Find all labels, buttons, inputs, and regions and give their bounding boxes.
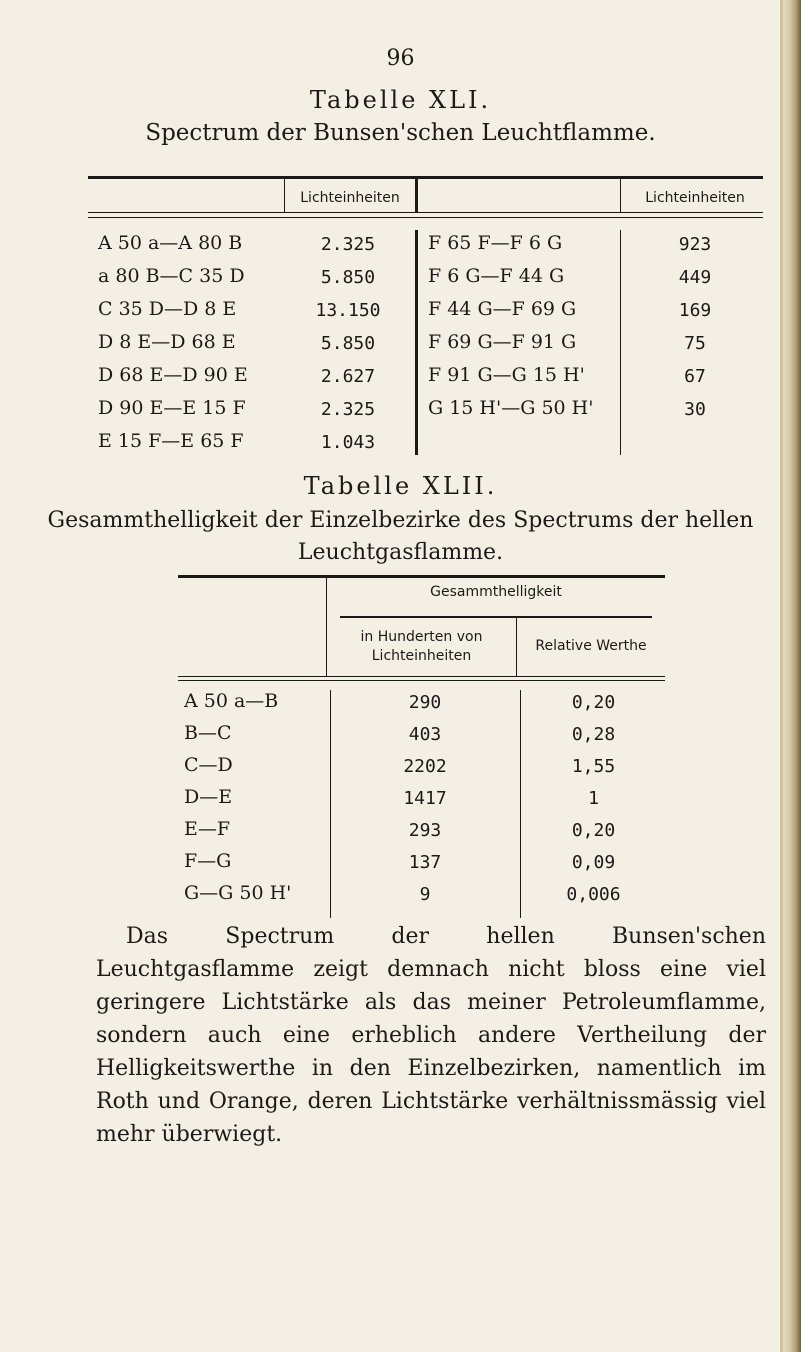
table42-range: B—C: [184, 722, 232, 744]
table42-hundreds: 403: [408, 724, 442, 745]
table41-right-value: 169: [678, 300, 712, 321]
table42-subtitle-line2: Leuchtgasflamme.: [297, 540, 504, 565]
table41-left-range: a 80 B—C 35 D: [98, 265, 245, 287]
table41-header-double-divider: [415, 178, 418, 212]
table41-header-rule: [88, 212, 763, 213]
table42-hundreds: 9: [419, 884, 431, 905]
table42-group-header: Gesammthelligkeit: [430, 584, 562, 600]
table41-left-value: 5.850: [320, 267, 376, 288]
table42-relative: 1: [588, 788, 599, 809]
table41-left-value: 2.325: [320, 399, 376, 420]
table41-right-value: 923: [678, 234, 712, 255]
table42-relative: 0,20: [571, 820, 616, 841]
table41-left-range: C 35 D—D 8 E: [98, 298, 237, 320]
table42-relative: 1,55: [571, 756, 616, 777]
table41-right-range: G 15 H'—G 50 H': [428, 397, 594, 419]
body-paragraph: [96, 920, 766, 1151]
body-paragraph-text: Das Spectrum der hellen Bunsen'schen Leuchtgasflamme zeigt demnach nicht bloss eine viel geringere Lichtstärke als das meiner Petroleumflamme, sondern auch eine erheblich andere Vertheilung der Helligkeitswerthe in den Einzelbezirken, namentlich im Roth und Orange, deren Lichtstärke verhältnissmässig viel mehr überwiegt.: [96, 924, 766, 1147]
table42-range: F—G: [184, 850, 232, 872]
table42-col-divider-1: [330, 690, 331, 918]
table41-title: Tabelle XLI.: [309, 86, 492, 114]
table41-left-range: E 15 F—E 65 F: [98, 430, 244, 452]
table42-hundreds: 290: [408, 692, 442, 713]
table41-left-range: D 90 E—E 15 F: [98, 397, 246, 419]
table41-left-range: D 68 E—D 90 E: [98, 364, 248, 386]
table41-header-lichteinheiten-right: Lichteinheiten: [645, 190, 745, 206]
table41-right-divider: [620, 230, 621, 455]
table41-left-value: 1.043: [320, 432, 376, 453]
table42-relative: 0,09: [571, 852, 616, 873]
table42-range: C—D: [184, 754, 233, 776]
table42-col1-header-line2: Lichteinheiten: [371, 648, 472, 664]
table42-title: Tabelle XLII.: [303, 472, 498, 500]
table41-center-double-rule: [415, 230, 418, 455]
table42-range: D—E: [184, 786, 233, 808]
table41-right-range: F 91 G—G 15 H': [428, 364, 585, 386]
page-edge-shadow: [783, 0, 801, 1352]
table42-hundreds: 293: [408, 820, 442, 841]
table42-col1-header: [327, 628, 516, 666]
table41-top-rule: [88, 176, 763, 179]
table41-left-range: A 50 a—A 80 B: [98, 232, 243, 254]
table42-relative: 0,006: [566, 884, 621, 905]
table42-subtitle-line1: Gesammthelligkeit der Einzelbezirke des Spectrums der hellen: [47, 508, 754, 533]
table41-left-value: 13.150: [315, 300, 381, 321]
table41-header-lichteinheiten-left: Lichteinheiten: [300, 190, 400, 206]
table42-col1-header-line1: in Hunderten von: [360, 629, 483, 645]
table41-right-range: F 65 F—F 6 G: [428, 232, 563, 254]
table41-header-rule-2: [88, 217, 763, 218]
table42-hundreds: 137: [408, 852, 442, 873]
table41-right-value: 449: [678, 267, 712, 288]
table41-right-range: F 6 G—F 44 G: [428, 265, 565, 287]
table42-header-rule-2: [178, 680, 665, 681]
table41-left-value: 2.627: [320, 366, 376, 387]
table42-group-rule: [340, 616, 652, 618]
table42-header-rule: [178, 676, 665, 677]
table41-subtitle: Spectrum der Bunsen'schen Leuchtflamme.: [145, 120, 656, 146]
table41-right-value: 30: [684, 399, 706, 420]
table41-right-range: F 69 G—F 91 G: [428, 331, 577, 353]
table42-relative: 0,20: [571, 692, 616, 713]
table41-right-range: F 44 G—F 69 G: [428, 298, 577, 320]
table42-range: A 50 a—B: [184, 690, 279, 712]
table42-range: G—G 50 H': [184, 882, 292, 904]
table41-right-value: 67: [684, 366, 706, 387]
page-number: 96: [386, 46, 415, 71]
table42-range: E—F: [184, 818, 231, 840]
table42-hundreds: 1417: [403, 788, 447, 809]
page-edge-fold: [780, 0, 783, 1352]
table42-top-rule: [178, 575, 665, 578]
table41-left-value: 2.325: [320, 234, 376, 255]
table41-left-value: 5.850: [320, 333, 376, 354]
table42-col2-header: Relative Werthe: [535, 638, 647, 654]
table42-hundreds: 2202: [403, 756, 447, 777]
table41-right-value: 75: [684, 333, 706, 354]
table42-relative: 0,28: [571, 724, 616, 745]
table42-col-divider-2: [520, 690, 521, 918]
table41-left-range: D 8 E—D 68 E: [98, 331, 236, 353]
